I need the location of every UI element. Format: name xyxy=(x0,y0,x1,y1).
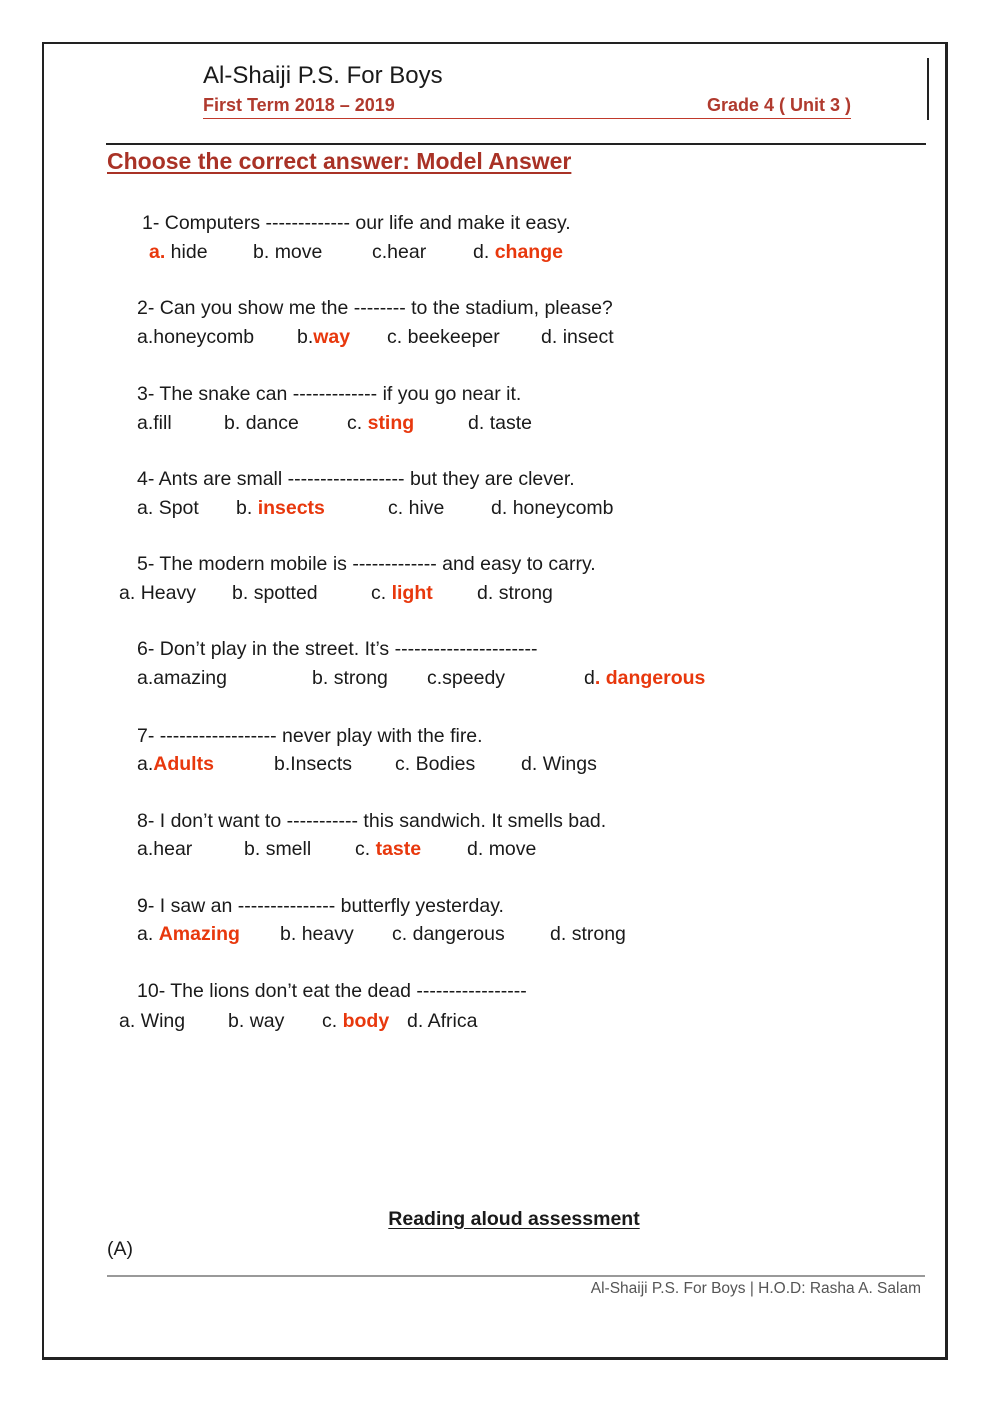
option-word: move xyxy=(488,838,537,860)
option-letter: a. xyxy=(137,753,154,775)
answer-option xyxy=(137,497,199,520)
option-letter: c. xyxy=(392,923,413,945)
footer-divider xyxy=(107,1275,925,1277)
answer-option xyxy=(372,241,426,264)
answer-option xyxy=(477,582,553,605)
answer-option xyxy=(297,326,350,349)
answer-option xyxy=(550,923,626,946)
grade-unit-label: Grade 4 ( Unit 3 ) xyxy=(706,95,851,115)
answer-option xyxy=(395,753,475,776)
option-letter: c. xyxy=(355,838,376,860)
answer-option xyxy=(253,241,322,264)
option-letter: c. xyxy=(371,582,392,604)
option-word: speedy xyxy=(442,667,506,689)
option-letter: a. xyxy=(137,838,154,860)
correct-answer-word: sting xyxy=(367,412,415,434)
correct-answer-word: insects xyxy=(257,497,325,519)
option-letter: d. xyxy=(468,412,490,434)
option-letter: b. xyxy=(312,667,334,689)
answer-option xyxy=(137,667,227,690)
question-text: 9- I saw an --------------- butterfly yesterday. xyxy=(137,895,504,917)
answer-option xyxy=(119,582,196,605)
footer-text: Al-Shaiji P.S. For Boys | H.O.D: Rasha A. Salam xyxy=(590,1280,921,1297)
answer-option xyxy=(387,326,500,349)
answer-option xyxy=(280,923,354,946)
option-word: Insects xyxy=(290,753,353,775)
answer-option xyxy=(137,326,254,349)
option-word: spotted xyxy=(253,582,318,604)
header-vertical-rule xyxy=(927,58,929,120)
option-letter: d xyxy=(584,667,595,689)
option-word: strong xyxy=(333,667,388,689)
option-letter: d. xyxy=(491,497,513,519)
question-text: 5- The modern mobile is ------------- and easy to carry. xyxy=(137,553,596,575)
option-word: Wings xyxy=(542,753,597,775)
option-letter: d. xyxy=(550,923,572,945)
option-letter: c. xyxy=(387,326,408,348)
option-word: move xyxy=(274,241,323,263)
question-text: 8- I don’t want to ----------- this sandwich. It smells bad. xyxy=(137,810,607,832)
option-letter: b. xyxy=(232,582,254,604)
answer-option xyxy=(388,497,444,520)
question-text: 6- Don’t play in the street. It’s ---------------------- xyxy=(137,638,538,660)
option-letter: c. xyxy=(388,497,409,519)
option-word: strong xyxy=(571,923,626,945)
answer-option xyxy=(407,1010,477,1033)
answer-option xyxy=(236,497,325,520)
option-letter: a. xyxy=(137,667,154,689)
answer-option xyxy=(491,497,614,520)
option-word: Bodies xyxy=(415,753,476,775)
answer-option xyxy=(232,582,318,605)
question-text: 3- The snake can ------------- if you go near it. xyxy=(137,383,522,405)
option-letter: d. xyxy=(477,582,499,604)
answer-option xyxy=(468,412,532,435)
answer-option xyxy=(371,582,433,605)
option-letter: d. xyxy=(467,838,489,860)
option-letter: a. xyxy=(119,1010,141,1032)
answer-option xyxy=(467,838,536,861)
answer-option xyxy=(228,1010,284,1033)
option-letter: b. xyxy=(297,326,314,348)
option-letter: c. xyxy=(372,241,388,263)
option-word: honeycomb xyxy=(153,326,255,348)
correct-answer-word: light xyxy=(391,582,433,604)
option-word: insect xyxy=(562,326,614,348)
option-letter: b. xyxy=(274,753,291,775)
option-word: Africa xyxy=(427,1010,478,1032)
option-letter: a. xyxy=(137,412,154,434)
correct-answer-word: taste xyxy=(375,838,422,860)
option-letter: b. xyxy=(228,1010,250,1032)
option-letter: a. xyxy=(137,923,159,945)
option-letter: b. xyxy=(236,497,258,519)
page-frame xyxy=(42,42,948,1360)
question-text: 1- Computers ------------- our life and make it easy. xyxy=(142,212,571,234)
answer-option xyxy=(347,412,414,435)
question-text: 2- Can you show me the -------- to the stadium, please? xyxy=(137,297,613,319)
question-text: 10- The lions don’t eat the dead ----------------- xyxy=(137,980,527,1002)
answer-option xyxy=(584,667,705,690)
answer-option xyxy=(137,412,172,435)
option-letter: b. xyxy=(244,838,266,860)
option-word: dangerous xyxy=(412,923,505,945)
option-letter: a. xyxy=(149,241,166,263)
option-word: taste xyxy=(489,412,532,434)
option-letter: a. xyxy=(119,582,141,604)
option-letter: d. xyxy=(407,1010,428,1032)
answer-option xyxy=(274,753,352,776)
answer-option xyxy=(322,1010,389,1033)
option-letter: d. xyxy=(541,326,563,348)
answer-option xyxy=(473,241,563,264)
option-letter: c. xyxy=(322,1010,343,1032)
answer-option xyxy=(312,667,388,690)
correct-answer-word: body xyxy=(342,1010,390,1032)
option-word: Heavy xyxy=(140,582,196,604)
page-title: Choose the correct answer: Model Answer xyxy=(107,148,572,174)
answer-option xyxy=(355,838,421,861)
question-text: 7- ------------------ never play with the fire. xyxy=(137,725,483,747)
option-word: hear xyxy=(153,838,193,860)
option-letter: b. xyxy=(253,241,275,263)
option-letter: d. xyxy=(521,753,543,775)
option-word: heavy xyxy=(301,923,354,945)
answer-option xyxy=(224,412,299,435)
correct-answer-word: Adults xyxy=(153,753,214,775)
option-word: hide xyxy=(165,241,208,263)
option-letter: c. xyxy=(395,753,416,775)
answer-option xyxy=(541,326,614,349)
section-label: (A) xyxy=(107,1238,133,1260)
option-word: smell xyxy=(265,838,312,860)
option-word: hive xyxy=(408,497,445,519)
term-label: First Term 2018 – 2019 xyxy=(203,95,395,115)
option-word: hear xyxy=(387,241,427,263)
option-word: strong xyxy=(498,582,553,604)
question-text: 4- Ants are small ------------------ but they are clever. xyxy=(137,468,575,490)
term-grade-line xyxy=(203,95,851,119)
correct-answer-word: Amazing xyxy=(158,923,240,945)
answer-option xyxy=(392,923,505,946)
school-name: Al-Shaiji P.S. For Boys xyxy=(203,62,443,89)
answer-option xyxy=(137,923,240,946)
option-word: amazing xyxy=(153,667,227,689)
reading-assessment-title: Reading aloud assessment xyxy=(388,1208,640,1230)
answer-option xyxy=(137,753,214,776)
option-word: honeycomb xyxy=(512,497,614,519)
option-letter: c. xyxy=(347,412,368,434)
header-divider xyxy=(106,143,926,145)
answer-option xyxy=(244,838,311,861)
option-letter: a. xyxy=(137,497,159,519)
option-letter: b. xyxy=(224,412,246,434)
answer-option xyxy=(149,241,208,264)
correct-answer-word: . dangerous xyxy=(594,667,706,689)
option-letter: d. xyxy=(473,241,495,263)
option-word: beekeeper xyxy=(407,326,500,348)
answer-option xyxy=(521,753,597,776)
correct-answer-word: change xyxy=(494,241,563,263)
option-letter: c. xyxy=(427,667,443,689)
correct-answer-word: way xyxy=(313,326,351,348)
option-letter: b. xyxy=(280,923,302,945)
option-word: fill xyxy=(153,412,172,434)
option-letter: a. xyxy=(137,326,154,348)
answer-option xyxy=(137,838,192,861)
option-word: Wing xyxy=(140,1010,186,1032)
answer-option xyxy=(427,667,505,690)
option-word: dance xyxy=(245,412,299,434)
option-word: way xyxy=(249,1010,285,1032)
option-word: Spot xyxy=(158,497,199,519)
answer-option xyxy=(119,1010,185,1033)
